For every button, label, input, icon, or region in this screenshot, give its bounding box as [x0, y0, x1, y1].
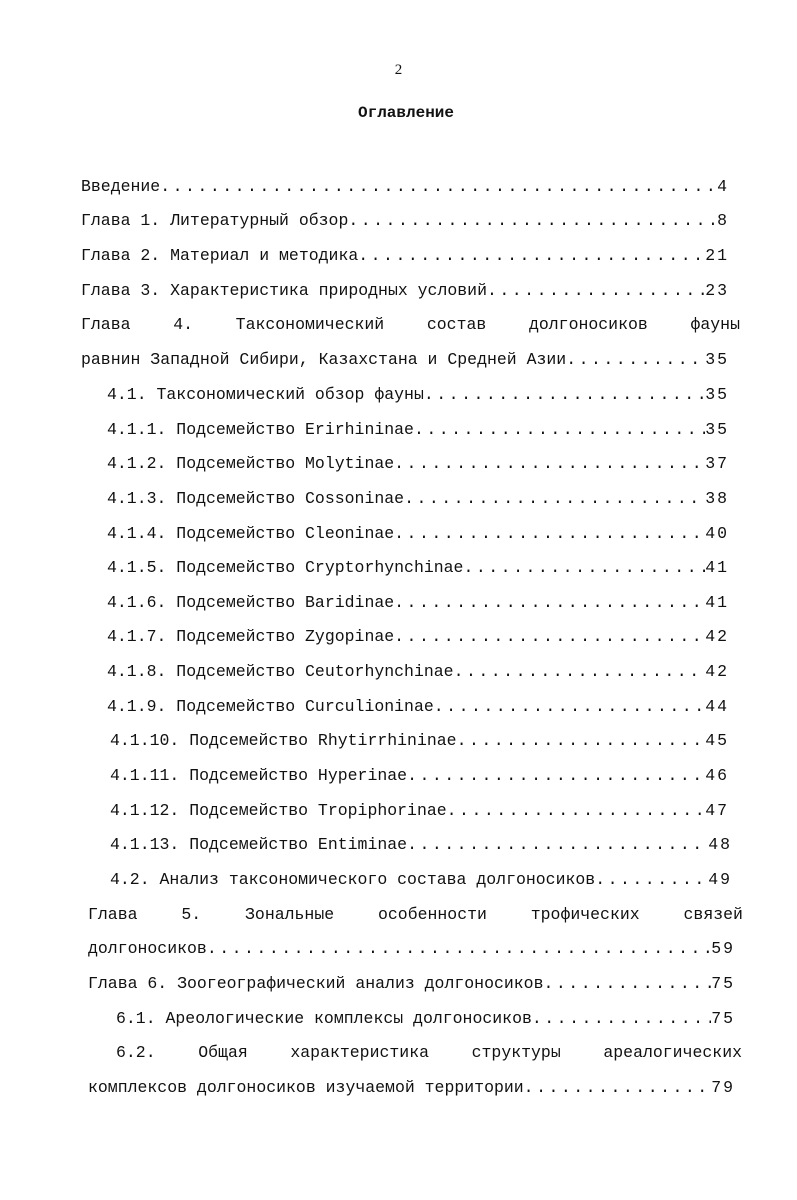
toc-entry-label: 4.1.9. Подсемейство Curculioninae	[107, 697, 434, 716]
toc-entry-page: 35	[705, 350, 729, 369]
toc-leader-dots	[394, 452, 705, 476]
toc-entry-label: 6.1. Ареологические комплексы долгоносиков	[116, 1009, 532, 1028]
toc-entry-chapter-5-line-1[interactable]	[88, 903, 743, 927]
toc-entry-chapter-3[interactable]	[81, 279, 729, 303]
toc-entry-page: 41	[705, 593, 729, 612]
toc-leader-dots	[348, 209, 717, 233]
toc-word: Глава	[88, 905, 138, 924]
toc-word: 6.2.	[116, 1043, 156, 1062]
toc-entry-page: 79	[711, 1078, 735, 1097]
toc-word: связей	[683, 905, 743, 924]
toc-entry-label: 4.1.12. Подсемейство Tropiphorinae	[110, 801, 447, 820]
toc-entry-section-4-1-7[interactable]	[107, 625, 729, 649]
toc-entry-label: Глава 6. Зоогеографический анализ долгоносиков	[88, 974, 544, 993]
toc-leader-dots	[358, 244, 705, 268]
toc-entry-chapter-1[interactable]	[81, 209, 729, 233]
toc-entry-section-4-1-2[interactable]	[107, 452, 729, 476]
toc-entry-page: 42	[705, 662, 729, 681]
toc-word: Глава	[81, 315, 131, 334]
toc-word: ареалогических	[603, 1043, 742, 1062]
toc-entry-section-4-1-12[interactable]	[110, 799, 729, 823]
toc-entry-page: 41	[705, 558, 729, 577]
toc-word: Зональные	[245, 905, 335, 924]
toc-leader-dots	[160, 175, 717, 199]
toc-entry-page: 42	[705, 627, 729, 646]
toc-entry-chapter-6[interactable]	[88, 972, 735, 996]
toc-entry-section-4-1-10[interactable]	[110, 729, 729, 753]
toc-entry-label: Глава 2. Материал и методика	[81, 246, 359, 265]
toc-entry-page: 75	[711, 1009, 735, 1028]
toc-word: фауны	[690, 315, 740, 334]
toc-entry-section-4-1-4[interactable]	[107, 522, 729, 546]
toc-entry-label: 4.1.10. Подсемейство Rhytirrhininae	[110, 731, 457, 750]
toc-entry-label: 4.1. Таксономический обзор фауны	[107, 385, 424, 404]
toc-entry-section-6-1[interactable]	[116, 1007, 735, 1031]
toc-entry-chapter-4-line-2[interactable]	[81, 348, 729, 372]
toc-entry-label: 4.1.5. Подсемейство Cryptorhynchinae	[107, 558, 464, 577]
toc-entry-section-4-1-9[interactable]	[107, 695, 729, 719]
toc-entry-section-6-2-line-2[interactable]	[88, 1076, 735, 1100]
toc-entry-label: 4.1.3. Подсемейство Cossoninae	[107, 489, 405, 508]
toc-word: 5.	[181, 905, 202, 924]
toc-leader-dots	[532, 1007, 711, 1031]
toc-entry-page: 75	[711, 974, 735, 993]
toc-entry-section-6-2-line-1[interactable]	[116, 1041, 742, 1065]
toc-entry-section-4-1-6[interactable]	[107, 591, 729, 615]
toc-entry-introduction[interactable]	[81, 175, 729, 199]
toc-leader-dots	[394, 591, 705, 615]
toc-entry-page: 49	[708, 870, 732, 889]
toc-word: особенности	[377, 905, 487, 924]
toc-entry-label: 4.1.11. Подсемейство Hyperinae	[110, 766, 408, 785]
toc-leader-dots	[524, 1076, 712, 1100]
toc-entry-label: Глава 1. Литературный обзор	[81, 211, 349, 230]
toc-entry-section-4-1-11[interactable]	[110, 764, 729, 788]
toc-entry-label: 4.1.4. Подсемейство Cleoninae	[107, 524, 395, 543]
toc-leader-dots	[394, 625, 705, 649]
toc-entry-page: 23	[705, 281, 729, 300]
toc-leader-dots	[457, 729, 706, 753]
toc-entry-section-4-1[interactable]	[107, 383, 729, 407]
toc-entry-label: Введение	[81, 177, 161, 196]
page-number: 2	[394, 62, 403, 78]
toc-entry-label: равнин Западной Сибири, Казахстана и Средней Азии	[81, 350, 567, 369]
toc-word: 4.	[173, 315, 193, 334]
toc-entry-page: 38	[705, 489, 729, 508]
toc-leader-dots	[407, 764, 705, 788]
toc-entry-page: 4	[717, 177, 729, 196]
toc-entry-label: комплексов долгоносиков изучаемой территории	[88, 1078, 524, 1097]
toc-entry-page: 45	[705, 731, 729, 750]
toc-entry-page: 47	[705, 801, 729, 820]
toc-entry-label: Глава 3. Характеристика природных условий	[81, 281, 487, 300]
toc-title: Оглавление	[357, 104, 454, 122]
toc-leader-dots	[447, 799, 706, 823]
toc-leader-dots	[454, 660, 706, 684]
toc-entry-page: 59	[711, 939, 735, 958]
toc-entry-section-4-2[interactable]	[110, 868, 732, 892]
toc-entry-section-4-1-5[interactable]	[107, 556, 729, 580]
toc-entry-label: 4.1.7. Подсемейство Zygopinae	[107, 627, 395, 646]
toc-word: трофических	[530, 905, 640, 924]
toc-word: Общая	[198, 1043, 248, 1062]
toc-entry-label: 4.1.13. Подсемейство Entiminae	[110, 835, 408, 854]
toc-word: характеристика	[290, 1043, 429, 1062]
toc-entry-page: 35	[705, 420, 729, 439]
toc-entry-page: 44	[705, 697, 729, 716]
toc-entry-section-4-1-3[interactable]	[107, 487, 729, 511]
toc-word: структуры	[471, 1043, 561, 1062]
toc-entry-label: 4.1.8. Подсемейство Ceutorhynchinae	[107, 662, 454, 681]
toc-leader-dots	[424, 383, 705, 407]
toc-leader-dots	[566, 348, 705, 372]
toc-word: состав	[426, 315, 487, 334]
toc-entry-page: 48	[708, 835, 732, 854]
toc-leader-dots	[595, 868, 708, 892]
toc-entry-label: долгоносиков	[88, 939, 207, 958]
toc-entry-label: 4.1.2. Подсемейство Molytinae	[107, 454, 395, 473]
toc-leader-dots	[404, 487, 705, 511]
toc-leader-dots	[434, 695, 705, 719]
toc-leader-dots	[487, 279, 705, 303]
toc-entry-page: 21	[705, 246, 729, 265]
toc-leader-dots	[463, 556, 705, 580]
toc-entry-label: 4.2. Анализ таксономического состава долгоносиков	[110, 870, 596, 889]
toc-leader-dots	[207, 937, 711, 961]
toc-entry-label: 4.1.6. Подсемейство Baridinae	[107, 593, 395, 612]
toc-entry-page: 35	[705, 385, 729, 404]
toc-word: долгоносиков	[528, 315, 648, 334]
toc-leader-dots	[407, 833, 708, 857]
toc-word: Таксономический	[235, 315, 385, 334]
toc-entry-section-4-1-1[interactable]	[107, 418, 729, 442]
toc-entry-chapter-2[interactable]	[81, 244, 729, 268]
toc-entry-page: 37	[705, 454, 729, 473]
toc-entry-page: 8	[717, 211, 729, 230]
toc-leader-dots	[414, 418, 705, 442]
toc-entry-label: 4.1.1. Подсемейство Erirhininae	[107, 420, 414, 439]
toc-entry-page: 46	[705, 766, 729, 785]
toc-entry-chapter-5-line-2[interactable]	[88, 937, 735, 961]
toc-leader-dots	[394, 522, 705, 546]
toc-leader-dots	[543, 972, 711, 996]
toc-entry-chapter-4-line-1[interactable]	[81, 313, 740, 337]
toc-entry-section-4-1-8[interactable]	[107, 660, 729, 684]
toc-entry-section-4-1-13[interactable]	[110, 833, 732, 857]
toc-entry-page: 40	[705, 524, 729, 543]
